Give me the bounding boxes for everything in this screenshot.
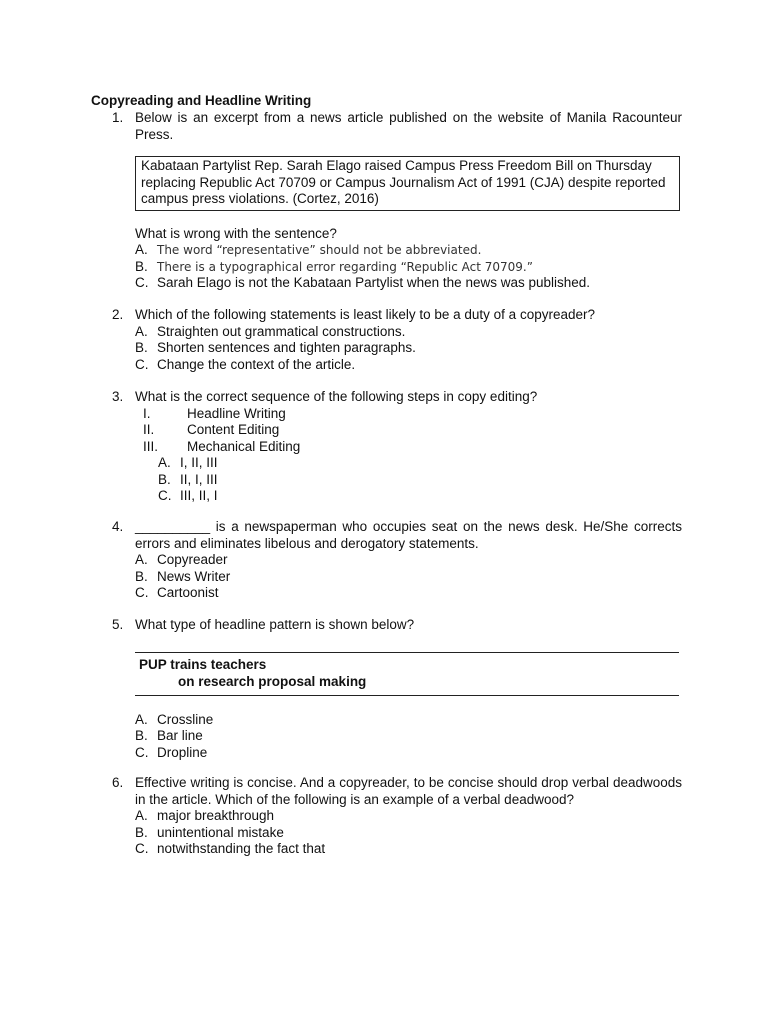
question-prompt: What is wrong with the sentence?: [135, 225, 337, 241]
option-letter: A.: [135, 808, 148, 823]
question-number: 3.: [112, 389, 124, 404]
option-letter: B.: [135, 568, 148, 584]
step-numeral: III.: [143, 438, 159, 454]
option-list: [135, 808, 682, 858]
headline-line-1: PUP trains teachers: [139, 656, 267, 672]
option-text: Sarah Elago is not the Kabataan Partylist when the news was published.: [157, 275, 591, 290]
step-text: Mechanical Editing: [187, 438, 301, 454]
excerpt-box: Kabataan Partylist Rep. Sarah Elago raised Campus Press Freedom Bill on Thursday replacing Republic Act 70709 or Campus Journalism Act of 1991 (CJA) despite reported campus press violations. (Cortez, 2016): [135, 156, 680, 211]
question-5: [112, 617, 682, 761]
option-a: [158, 455, 682, 472]
option-text: Dropline: [157, 744, 208, 760]
question-number: 2.: [112, 307, 124, 322]
option-text: Copyreader: [157, 552, 228, 567]
question-number: 4.: [112, 519, 124, 534]
option-c: [135, 585, 682, 602]
option-list: [135, 324, 682, 374]
option-c: [135, 275, 682, 292]
question-3: [112, 389, 682, 505]
question-text: Below is an excerpt from a news article published on the website of Manila Racounteur Press.: [135, 110, 682, 142]
option-letter: B.: [135, 340, 148, 355]
option-list: [135, 242, 682, 292]
question-body: is a newspaperman who occupies seat on the news desk. He/She corrects errors and eliminates libelous and derogatory statements.: [135, 519, 682, 551]
step-list: [143, 406, 682, 456]
step-2: [143, 422, 682, 439]
option-letter: A.: [135, 711, 148, 727]
question-text: What type of headline pattern is shown below?: [135, 617, 415, 632]
option-a: [135, 808, 682, 825]
option-letter: A.: [135, 552, 148, 567]
question-6: [112, 775, 682, 858]
option-b: [158, 472, 682, 489]
step-numeral: II.: [143, 422, 155, 437]
option-letter: B.: [135, 824, 148, 840]
option-letter: A.: [135, 242, 148, 257]
option-text: Straighten out grammatical constructions.: [157, 323, 406, 339]
option-letter: B.: [135, 728, 148, 743]
headline-sample: [135, 652, 679, 696]
answer-blank: __________: [135, 519, 211, 534]
step-numeral: I.: [143, 405, 151, 421]
headline-line-2: on research proposal making: [178, 673, 367, 689]
question-text: [135, 519, 682, 552]
question-text: Effective writing is concise. And a copyreader, to be concise should drop verbal deadwoods in the article. Which of the following is an example of a verbal deadwood?: [135, 775, 682, 807]
question-1: [112, 110, 682, 292]
option-text: I, II, III: [180, 455, 218, 470]
option-text: Cartoonist: [157, 585, 219, 600]
option-text: Shorten sentences and tighten paragraphs.: [157, 340, 416, 355]
step-3: [143, 439, 682, 456]
option-c: [158, 488, 682, 505]
option-text: III, II, I: [180, 488, 218, 503]
question-text: What is the correct sequence of the following steps in copy editing?: [135, 389, 538, 404]
option-letter: C.: [158, 488, 172, 503]
question-number: 6.: [112, 775, 124, 790]
page-title: Copyreading and Headline Writing: [91, 93, 312, 108]
step-1: [143, 406, 682, 423]
question-text: Which of the following statements is least likely to be a duty of a copyreader?: [135, 307, 595, 322]
question-4: [112, 519, 682, 602]
option-c: [135, 745, 682, 762]
option-b: [135, 569, 682, 586]
option-a: [135, 552, 682, 569]
option-text: News Writer: [157, 568, 231, 584]
option-b: [135, 340, 682, 357]
option-text: Change the context of the article.: [157, 356, 356, 372]
option-text: The word “representative” should not be abbreviated.: [157, 243, 482, 257]
option-letter: B.: [158, 471, 171, 487]
step-text: Headline Writing: [187, 405, 286, 421]
option-letter: A.: [135, 323, 148, 339]
option-a: [135, 324, 682, 341]
option-letter: C.: [135, 744, 149, 760]
question-number: 1.: [112, 110, 124, 125]
option-a: [135, 712, 682, 729]
option-text: Crossline: [157, 711, 214, 727]
option-letter: C.: [135, 275, 149, 290]
option-list: [135, 552, 682, 602]
option-letter: A.: [158, 455, 171, 470]
option-letter: C.: [135, 585, 149, 600]
option-b: [135, 825, 682, 842]
option-c: [135, 841, 682, 858]
option-text: II, I, III: [180, 471, 218, 487]
option-text: major breakthrough: [157, 808, 275, 823]
option-a: [135, 242, 682, 259]
option-b: [135, 259, 682, 276]
option-text: Bar line: [157, 728, 203, 743]
option-letter: B.: [135, 258, 148, 274]
question-2: [112, 307, 682, 373]
option-text: There is a typographical error regarding “Republic Act 70709.”: [157, 259, 533, 274]
option-list: [135, 712, 682, 762]
option-text: notwithstanding the fact that: [157, 841, 326, 856]
option-c: [135, 357, 682, 374]
question-number: 5.: [112, 617, 124, 632]
option-text: unintentional mistake: [157, 824, 284, 840]
option-list: [158, 455, 682, 505]
option-b: [135, 728, 682, 745]
option-letter: C.: [135, 356, 149, 372]
option-letter: C.: [135, 841, 149, 856]
step-text: Content Editing: [187, 422, 280, 437]
